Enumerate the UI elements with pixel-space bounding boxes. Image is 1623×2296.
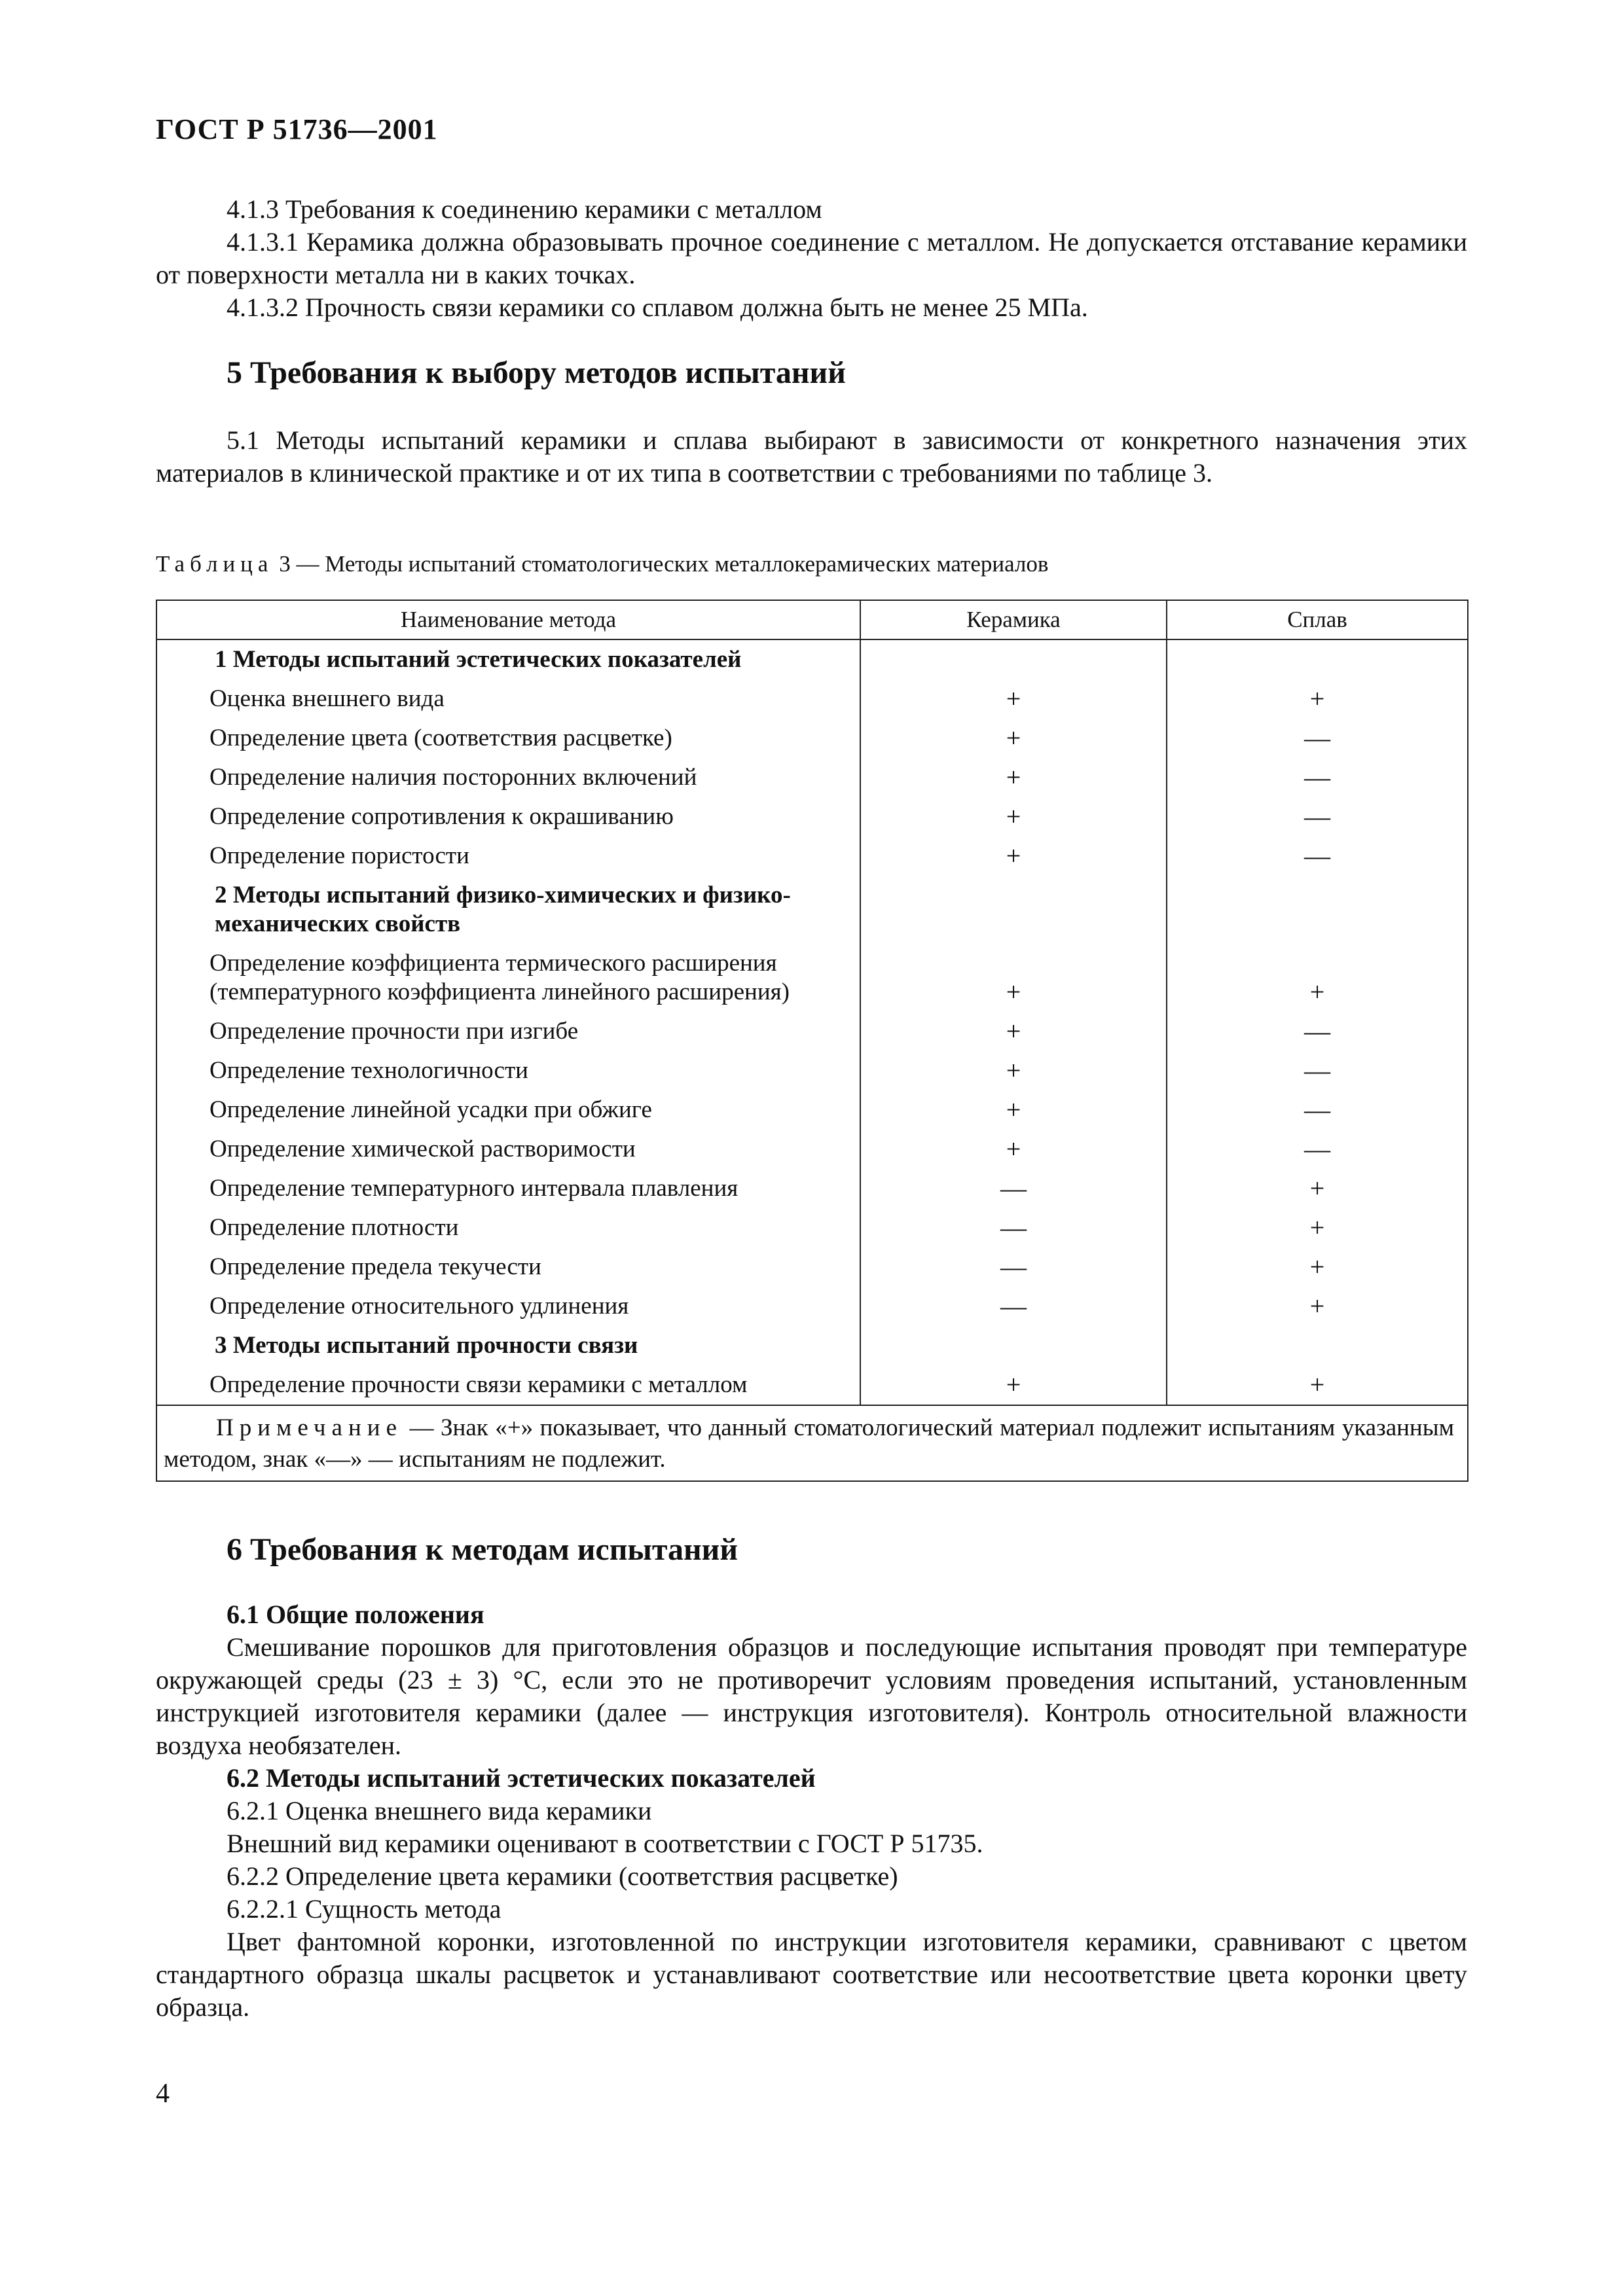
table-row xyxy=(156,836,1468,876)
alloy-mark: + xyxy=(1167,1365,1468,1405)
ceramic-mark xyxy=(860,639,1167,679)
note-label: Примечание xyxy=(216,1414,403,1441)
section-5 xyxy=(156,353,1467,393)
table-row xyxy=(156,1169,1468,1208)
paragraph-4-1-3-2: 4.1.3.2 Прочность связи керамики со сплавом должна быть не менее 25 МПа. xyxy=(227,293,1088,322)
table-caption-text: 3 — Методы испытаний стоматологических металлокерамических материалов xyxy=(273,551,1049,577)
method-section-name: 1 Методы испытаний эстетических показателей xyxy=(156,639,860,679)
ceramic-mark: — xyxy=(860,1287,1167,1326)
method-name: Определение температурного интервала плавления xyxy=(156,1169,860,1208)
section-5-heading: 5 Требования к выбору методов испытаний xyxy=(227,355,846,390)
ceramic-mark: + xyxy=(860,1012,1167,1051)
table-row xyxy=(156,1090,1468,1130)
method-name: Определение химической растворимости xyxy=(156,1130,860,1169)
section-5-1 xyxy=(156,424,1467,490)
alloy-mark: — xyxy=(1167,1051,1468,1090)
table-row xyxy=(156,719,1468,758)
method-name: Определение относительного удлинения xyxy=(156,1287,860,1326)
ceramic-mark: + xyxy=(860,719,1167,758)
table-row xyxy=(156,1247,1468,1287)
alloy-mark: + xyxy=(1167,1208,1468,1247)
method-name: Определение прочности при изгибе xyxy=(156,1012,860,1051)
paragraph-6-2-2: 6.2.2 Определение цвета керамики (соответствия расцветке) xyxy=(227,1861,898,1891)
ceramic-mark: + xyxy=(860,836,1167,876)
paragraph-4-1-3: 4.1.3 Требования к соединению керамики с металлом xyxy=(227,194,822,224)
method-name: Определение прочности связи керамики с металлом xyxy=(156,1365,860,1405)
alloy-mark: — xyxy=(1167,797,1468,836)
ceramic-mark: + xyxy=(860,1130,1167,1169)
method-name: Определение наличия посторонних включений xyxy=(156,758,860,797)
ceramic-mark: + xyxy=(860,1051,1167,1090)
method-name: Определение сопротивления к окрашиванию xyxy=(156,797,860,836)
column-header-method: Наименование метода xyxy=(156,600,860,639)
table-caption-label: Таблица xyxy=(156,551,274,577)
table-note-row xyxy=(156,1405,1468,1481)
alloy-mark xyxy=(1167,639,1468,679)
paragraph-6-1: Смешивание порошков для приготовления образцов и последующие испытания проводят при температуре окружающей среды (23 ± 3) °С, если это не противоречит условиям проведения испытаний, установленным инструкцией изготовителя керамики (далее — инструкция изготовителя). Контроль относительной влажности воздуха необязателен. xyxy=(156,1632,1467,1760)
section-4-1-3 xyxy=(156,193,1467,324)
method-name: Определение цвета (соответствия расцветке) xyxy=(156,719,860,758)
alloy-mark: + xyxy=(1167,1169,1468,1208)
paragraph-6-2-2-1-text: Цвет фантомной коронки, изготовленной по инструкции изготовителя керамики, сравнивают с цветом стандартного образца шкалы расцветок и устанавливают соответствие или несоответствие цвета коронки цвету образца. xyxy=(156,1927,1467,2022)
ceramic-mark xyxy=(860,1326,1167,1365)
paragraph-6-2-2-1: 6.2.2.1 Сущность метода xyxy=(227,1894,501,1924)
alloy-mark: + xyxy=(1167,944,1468,1012)
table-row xyxy=(156,1012,1468,1051)
doc-code-header: ГОСТ Р 51736—2001 xyxy=(156,113,438,145)
ceramic-mark: + xyxy=(860,1090,1167,1130)
subheading-6-1: 6.1 Общие положения xyxy=(227,1600,484,1629)
table-row xyxy=(156,1051,1468,1090)
table-row xyxy=(156,1130,1468,1169)
table-header-row xyxy=(156,600,1468,639)
page-number: 4 xyxy=(156,2079,170,2109)
alloy-mark xyxy=(1167,876,1468,944)
table-row xyxy=(156,1365,1468,1405)
table-row xyxy=(156,758,1468,797)
column-header-ceramic: Керамика xyxy=(860,600,1167,639)
table-row xyxy=(156,679,1468,719)
paragraph-6-2-1: 6.2.1 Оценка внешнего вида керамики xyxy=(227,1796,652,1825)
note-text: — Знак «+» показывает, что данный стоматологический материал подлежит испытаниям указанным методом, знак «—» — испытаниям не подлежит. xyxy=(164,1414,1454,1473)
table-note xyxy=(156,1405,1468,1481)
column-header-alloy: Сплав xyxy=(1167,600,1468,639)
section-6-heading: 6 Требования к методам испытаний xyxy=(227,1532,738,1567)
alloy-mark: — xyxy=(1167,1012,1468,1051)
ceramic-mark: — xyxy=(860,1208,1167,1247)
method-name: Определение предела текучести xyxy=(156,1247,860,1287)
method-name: Определение линейной усадки при обжиге xyxy=(156,1090,860,1130)
table-body xyxy=(156,639,1468,1405)
alloy-mark: + xyxy=(1167,1287,1468,1326)
alloy-mark: — xyxy=(1167,1090,1468,1130)
table-row xyxy=(156,1287,1468,1326)
table-row xyxy=(156,1208,1468,1247)
table-section-row xyxy=(156,876,1468,944)
alloy-mark: + xyxy=(1167,679,1468,719)
paragraph-6-2-1-text: Внешний вид керамики оценивают в соответствии с ГОСТ Р 51735. xyxy=(227,1829,983,1858)
alloy-mark: — xyxy=(1167,719,1468,758)
table-3 xyxy=(156,600,1467,1482)
ceramic-mark: + xyxy=(860,944,1167,1012)
ceramic-mark: + xyxy=(860,679,1167,719)
method-name: Определение коэффициента термического расширения (температурного коэффициента линейного расширения) xyxy=(156,944,860,1012)
method-name: Оценка внешнего вида xyxy=(156,679,860,719)
alloy-mark: — xyxy=(1167,836,1468,876)
method-section-name: 2 Методы испытаний физико-химических и физико-механических свойств xyxy=(156,876,860,944)
alloy-mark: — xyxy=(1167,758,1468,797)
section-6 xyxy=(156,1530,1467,1570)
method-name: Определение технологичности xyxy=(156,1051,860,1090)
table-section-row xyxy=(156,1326,1468,1365)
ceramic-mark: + xyxy=(860,758,1167,797)
alloy-mark xyxy=(1167,1326,1468,1365)
ceramic-mark: + xyxy=(860,1365,1167,1405)
table-section-row xyxy=(156,639,1468,679)
table-row xyxy=(156,944,1468,1012)
ceramic-mark: — xyxy=(860,1247,1167,1287)
method-name: Определение плотности xyxy=(156,1208,860,1247)
methods-table xyxy=(156,600,1468,1482)
section-6-body xyxy=(156,1598,1467,2024)
method-name: Определение пористости xyxy=(156,836,860,876)
alloy-mark: + xyxy=(1167,1247,1468,1287)
ceramic-mark: + xyxy=(860,797,1167,836)
table-row xyxy=(156,797,1468,836)
paragraph-4-1-3-1: 4.1.3.1 Керамика должна образовывать прочное соединение с металлом. Не допускается отставание керамики от поверхности металла ни в каких точках. xyxy=(156,227,1467,289)
alloy-mark: — xyxy=(1167,1130,1468,1169)
ceramic-mark: — xyxy=(860,1169,1167,1208)
method-section-name: 3 Методы испытаний прочности связи xyxy=(156,1326,860,1365)
table-3-caption xyxy=(156,550,1467,579)
subheading-6-2: 6.2 Методы испытаний эстетических показателей xyxy=(227,1763,816,1793)
ceramic-mark xyxy=(860,876,1167,944)
paragraph-5-1: 5.1 Методы испытаний керамики и сплава выбирают в зависимости от конкретного назначения этих материалов в клинической практике и от их типа в соответствии с требованиями по таблице 3. xyxy=(156,425,1467,488)
